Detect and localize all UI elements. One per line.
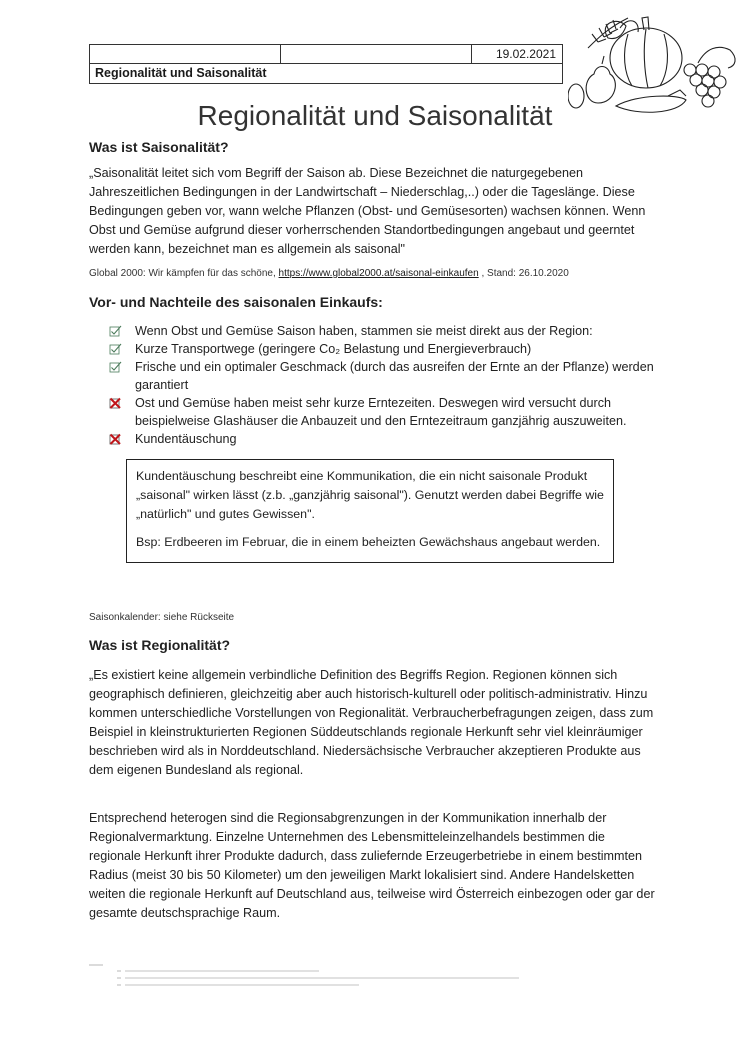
region-heading: Was ist Regionalität?	[89, 637, 231, 653]
list-item	[109, 358, 669, 394]
header-cell-empty-2	[281, 45, 472, 63]
list-item-text: Kundentäuschung	[135, 432, 237, 446]
footnote-sources	[89, 962, 589, 993]
list-item	[109, 340, 669, 358]
vorteile-heading: Vor- und Nachteile des saisonalen Einkaufs:	[89, 294, 383, 310]
check-icon	[109, 322, 135, 340]
kalender-note: Saisonkalender: siehe Rückseite	[89, 612, 235, 623]
source-link[interactable]: https://www.global2000.at/saisonal-einkaufen	[278, 268, 479, 279]
header-subject: Regionalität und Saisonalität	[95, 66, 267, 80]
header-date: 19.02.2021	[495, 47, 556, 61]
cross-icon	[109, 430, 135, 448]
list-item-text: Frische und ein optimaler Geschmack (durch das ausreifen der Ernte an der Pflanze) werden garantiert	[135, 360, 654, 392]
list-item	[109, 430, 669, 448]
region-paragraph-1: „Es existiert keine allgemein verbindliche Definition des Begriffs Region. Regionen können sich geographisch definieren, gleichzeitig aber auch historisch-kulturell oder politisch-administrativ. Hinzu kommen unterschiedliche Vorstellungen von Regionalität. Verbraucherbefragungen zeigen, dass zum Beispiel in kleinstrukturierten Regionen Süddeutschlands regionale Herkunft sehr viel kleinräumiger beschrieben wird als in Norddeutschland. Niedersächsische Verbraucher akzeptieren Produkte aus dem eigenen Bundesland als regional.	[89, 668, 654, 777]
saison-source	[89, 268, 569, 279]
list-item-text: Wenn Obst und Gemüse Saison haben, stammen sie meist direkt aus der Region:	[135, 324, 593, 338]
list-item-text: Ost und Gemüse haben meist sehr kurze Erntezeiten. Deswegen wird versucht durch beispielweise Glashäuser die Anbauzeit und den Erntezeitraum ganzjährig auszuweiten.	[135, 396, 627, 428]
cross-icon	[109, 394, 135, 430]
source-suffix: , Stand: 26.10.2020	[478, 268, 569, 279]
region-paragraph-2: Entsprechend heterogen sind die Regionsabgrenzungen in der Kommunikation innerhalb der Regionalvermarktung. Einzelne Unternehmen des Lebensmitteleinzelhandels bestimmen die regionale Herkunft ihrer Produkte dadurch, dass zuliefernde Erzeugerbetriebe in einem bestimmten Radius (meist 30 bis 50 Kilometer) um den jeweiligen Markt lokalisiert sind. Andere Handelsketten weiten die regionale Herkunft auf Deutschland aus, teilweise wird Österreich einbezogen oder gar der gesamte deutschsprachige Raum.	[89, 811, 655, 920]
list-item-text: Kurze Transportwege (geringere Co₂ Belastung und Energieverbrauch)	[135, 342, 532, 356]
saison-quote: „Saisonalität leitet sich vom Begriff der Saison ab. Diese Bezeichnet die naturgegebenen Jahreszeitlichen Bedingungen in der Landwirtschaft – Niederschlag,..) oder die Tageslänge. Diese Bedingungen geben vor, wann welche Pflanzen (Obst- und Gemüsesorten) wachsen können. Wenn Obst und Gemüse aufgrund dieser vorherrschenden Standortbedingungen angebaut und geerntet werden kann, bezeichnet man es allgemein als saisonal"	[89, 166, 646, 256]
check-icon	[109, 358, 135, 394]
box-example: Bsp: Erdbeeren im Februar, die in einem beheizten Gewächshaus angebaut werden.	[136, 535, 601, 549]
header-table	[89, 44, 563, 84]
check-icon	[109, 340, 135, 358]
footnote-illegible-lines	[89, 962, 589, 990]
header-row	[90, 45, 562, 64]
header-cell-empty-1	[90, 45, 281, 63]
page-title: Regionalität und Saisonalität	[197, 100, 553, 131]
saison-heading: Was ist Saisonalität?	[89, 139, 229, 155]
kundentaeuschung-box	[126, 459, 614, 563]
list-item	[109, 394, 669, 430]
box-definition: Kundentäuschung beschreibt eine Kommunikation, die ein nicht saisonale Produkt „saisonal" wirken lässt (z.b. „ganzjährig saisonal"). Genutzt werden dabei Begriffe wie „natürlich" und gutes Gewissen".	[136, 469, 604, 521]
source-prefix: Global 2000: Wir kämpfen für das schöne,	[89, 268, 279, 279]
pro-con-list	[109, 322, 669, 448]
list-item	[109, 322, 669, 340]
